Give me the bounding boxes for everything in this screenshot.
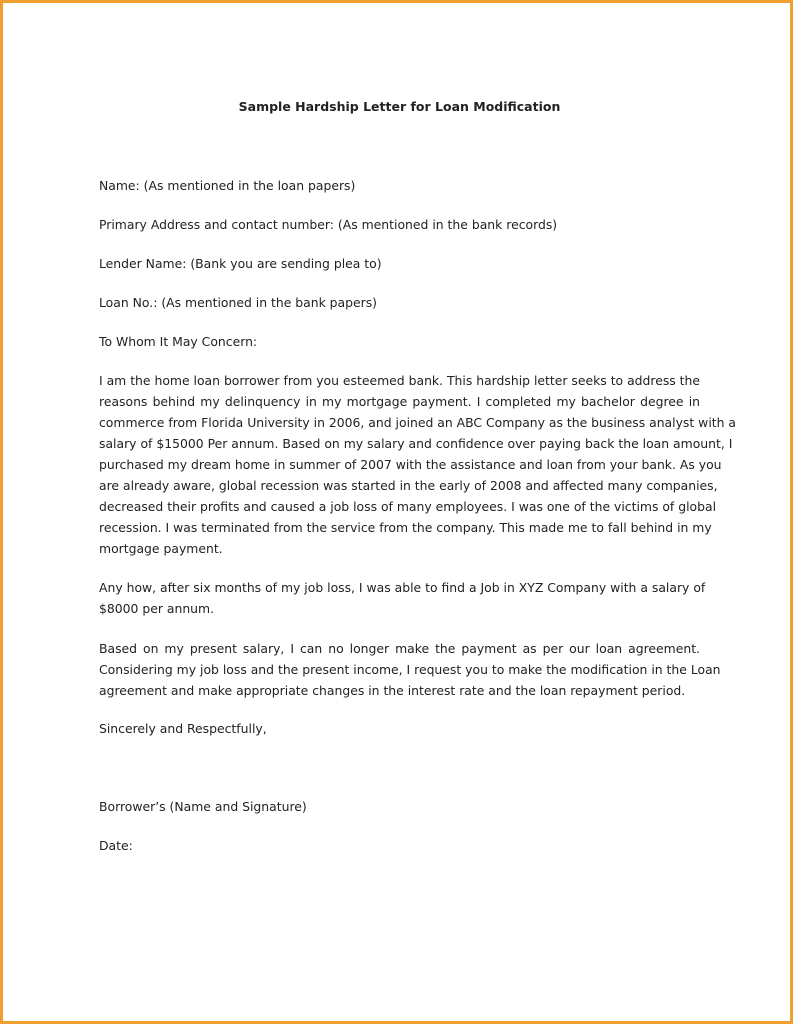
closing: Sincerely and Respectfully, — [99, 721, 267, 736]
paragraph-line: $8000 per annum. — [99, 601, 215, 616]
signature-line: Borrower’s (Name and Signature) — [99, 799, 307, 814]
paragraph-1 — [99, 370, 736, 559]
paragraph-2 — [99, 577, 706, 619]
paragraph-line: Based on my present salary, I can no longer make the payment as per our loan agreement. — [99, 641, 700, 656]
paragraph-line: purchased my dream home in summer of 2007 with the assistance and loan from your bank. As you — [99, 457, 722, 472]
paragraph-line: mortgage payment. — [99, 541, 223, 556]
paragraph-line: I am the home loan borrower from you esteemed bank. This hardship letter seeks to address the — [99, 373, 701, 388]
salutation: To Whom It May Concern: — [99, 334, 258, 349]
paragraph-3 — [99, 638, 721, 701]
paragraph-line: Any how, after six months of my job loss, I was able to find a Job in XYZ Company with a salary of — [99, 580, 706, 595]
paragraph-line: are already aware, global recession was started in the early of 2008 and affected many companies, — [99, 478, 718, 493]
loan-number-field: Loan No.: (As mentioned in the bank papers) — [99, 295, 378, 310]
paragraph-line: Considering my job loss and the present income, I request you to make the modification in the Loan — [99, 662, 721, 677]
date-line: Date: — [99, 838, 133, 853]
paragraph-line: agreement and make appropriate changes in the interest rate and the loan repayment period. — [99, 683, 686, 698]
lender-field: Lender Name: (Bank you are sending plea to) — [99, 256, 382, 271]
paragraph-line: decreased their profits and caused a job loss of many employees. I was one of the victims of global — [99, 499, 717, 514]
address-field: Primary Address and contact number: (As mentioned in the bank records) — [99, 217, 558, 232]
letter-title: Sample Hardship Letter for Loan Modification — [238, 99, 561, 114]
paragraph-line: salary of $15000 Per annum. Based on my salary and confidence over paying back the loan amount, I — [99, 436, 733, 451]
paragraph-line: commerce from Florida University in 2006, and joined an ABC Company as the business analyst with a — [99, 415, 736, 430]
name-field: Name: (As mentioned in the loan papers) — [99, 178, 356, 193]
paragraph-line: recession. I was terminated from the service from the company. This made me to fall behind in my — [99, 520, 712, 535]
paragraph-line: reasons behind my delinquency in my mortgage payment. I completed my bachelor degree in — [99, 394, 700, 409]
